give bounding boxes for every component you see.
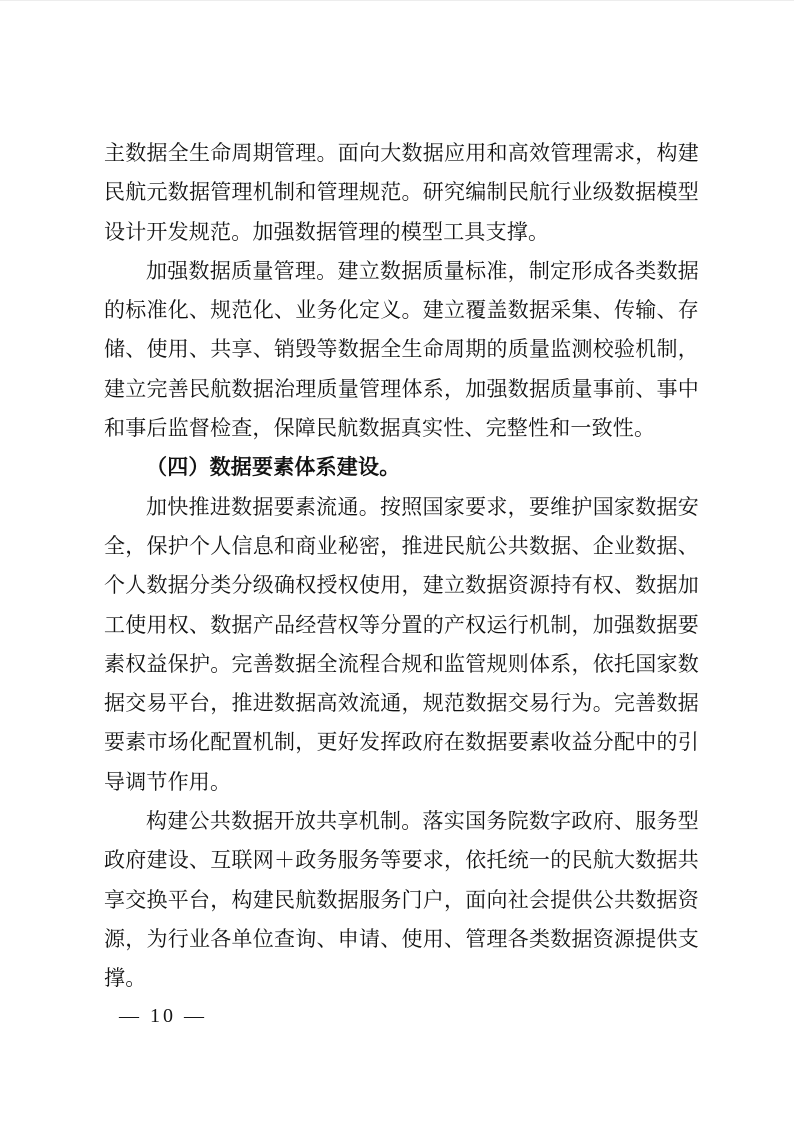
paragraph-master-data-lifecycle: 主数据全生命周期管理。面向大数据应用和高效管理需求，构建民航元数据管理机制和管理规范。研究编制民航行业级数据模型设计开发规范。加强数据管理的模型工具支撑。 xyxy=(104,141,699,244)
section-heading-data-element-system: （四）数据要素体系建设。 xyxy=(146,455,401,480)
paragraph-data-quality-management: 加强数据质量管理。建立数据质量标准，制定形成各类数据的标准化、规范化、业务化定义。建立覆盖数据采集、传输、存储、使用、共享、销毁等数据全生命周期的质量监测校验机制，建立完善民航数据治理质量管理体系，加强数据质量事前、事中和事后监督检查，保障民航数据真实性、完整性和一致性。 xyxy=(104,258,699,441)
paragraph-public-data-sharing: 构建公共数据开放共享机制。落实国务院数字政府、服务型政府建设、互联网＋政务服务等要求，依托统一的民航大数据共享交换平台，构建民航数据服务门户，面向社会提供公共数据资源，为行业各单位查询、申请、使用、管理各类数据资源提供支撑。 xyxy=(104,809,699,991)
paragraph-data-element-circulation: 加快推进数据要素流通。按照国家要求，要维护国家数据安全，保护个人信息和商业秘密，推进民航公共数据、企业数据、个人数据分类分级确权授权使用，建立数据资源持有权、数据加工使用权、数据产品经营权等分置的产权运行机制，加强数据要素权益保护。完善数据全流程合规和监管规则体系，依托国家数据交易平台，推进数据高效流通，规范数据交易行为。完善数据要素市场化配置机制，更好发挥政府在数据要素收益分配中的引导调节作用。 xyxy=(104,494,699,794)
document-body xyxy=(104,134,699,999)
page-number: — 10 — xyxy=(119,1005,207,1027)
